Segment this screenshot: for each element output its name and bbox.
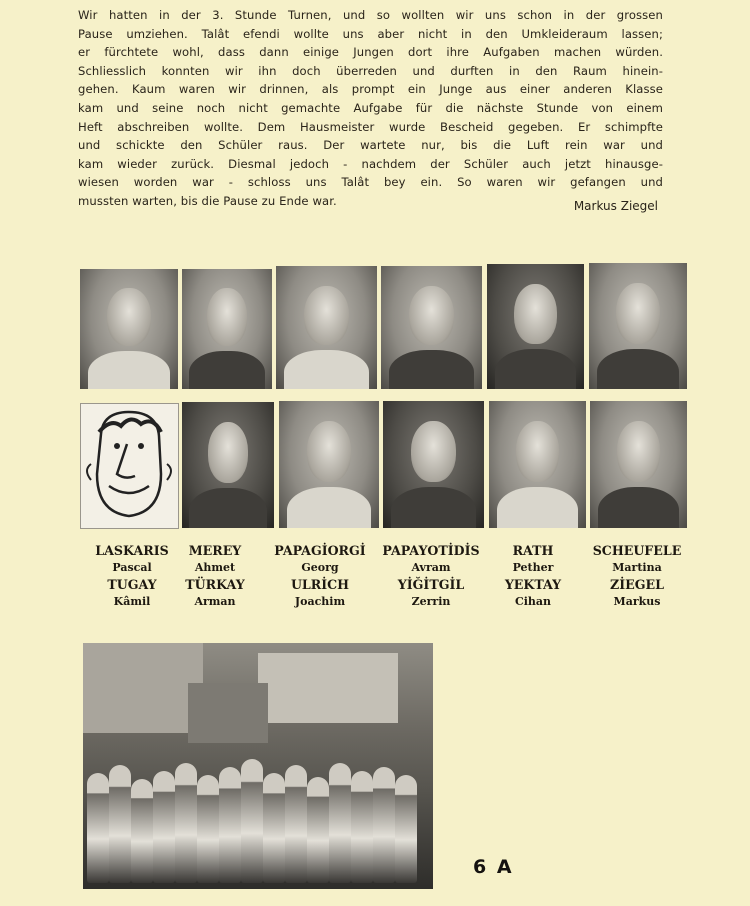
given-name: Arman	[194, 595, 236, 608]
story-line: mussten warten, bis die Pause zu Ende war.	[78, 193, 337, 208]
given-name: Markus	[613, 595, 661, 608]
given-name: Pether	[512, 561, 554, 574]
name-column	[376, 542, 486, 610]
surname: SCHEUFELE	[592, 543, 682, 558]
portrait-photo	[182, 402, 274, 528]
portrait-photo	[276, 266, 377, 389]
story-line: gehen. Kaum waren wir drinnen, als prompt ein Junge aus einer anderen Klasse	[78, 82, 663, 97]
surname: PAPAGİORGİ	[274, 543, 366, 558]
surname: RATH	[512, 543, 554, 558]
name-column	[265, 542, 375, 610]
story-line: kam und seine noch nicht gemachte Aufgabe für die nächste Stunde von einem	[78, 100, 663, 115]
portrait-photo	[487, 264, 584, 389]
given-name: Pascal	[112, 561, 152, 574]
surname: MEREY	[188, 543, 242, 558]
portrait-photo	[489, 401, 586, 528]
given-name: Martina	[612, 561, 662, 574]
story-line: Heft abschreiben wollte. Dem Hausmeister wurde Bescheid gegeben. Er schimpfte	[78, 119, 663, 134]
given-name: Ahmet	[194, 561, 236, 574]
class-group-photo	[83, 643, 433, 889]
surname: TÜRKAY	[185, 577, 245, 592]
story-line: wiesen worden war - schloss uns Talât bey ein. So waren wir gefangen und	[78, 175, 663, 190]
given-name: Zerrin	[411, 595, 451, 608]
surname: LASKARIS	[95, 543, 169, 558]
surname: YEKTAY	[504, 577, 562, 592]
portrait-photo	[590, 401, 687, 528]
cartoon-portrait	[80, 403, 179, 529]
given-name: Kâmil	[113, 595, 151, 608]
portrait-photo	[383, 401, 484, 528]
story-line: und schickte den Schüler raus. Der wartete nur, bis die Luft rein war und	[78, 138, 663, 153]
surname: YİĞİTGİL	[397, 577, 465, 592]
story-text	[78, 6, 663, 211]
story-line: er fürchtete wohl, dass dann einige Jungen dort ihre Aufgaben machen würden.	[78, 45, 663, 60]
name-column	[582, 542, 692, 610]
portrait-photo	[80, 269, 178, 389]
student-names	[80, 542, 692, 612]
portrait-photo	[589, 263, 687, 389]
given-name: Georg	[301, 561, 339, 574]
portrait-photo	[381, 266, 482, 389]
given-name: Avram	[411, 561, 451, 574]
portrait-photo	[279, 401, 379, 528]
story-line: Schliesslich konnten wir ihn doch überreden und durften in den Raum hinein-	[78, 63, 663, 78]
given-name: Cihan	[514, 595, 552, 608]
portrait-photo	[182, 269, 272, 389]
surname: TUGAY	[107, 577, 157, 592]
story-line: kam wieder zurück. Diesmal jedoch - nachdem der Schüler auch jetzt hinausge-	[78, 156, 663, 171]
name-column	[160, 542, 270, 610]
name-column	[478, 542, 588, 610]
surname: PAPAYOTİDİS	[382, 543, 480, 558]
story-author: Markus Ziegel	[573, 199, 658, 213]
story-line: Wir hatten in der 3. Stunde Turnen, und so wollten wir uns schon in der grossen	[78, 8, 663, 22]
class-label: 6 A	[473, 856, 514, 878]
caricature-face-icon	[81, 404, 178, 528]
story-line: Pause umziehen. Talât efendi wollte uns aber nicht in den Umkleideraum lassen;	[78, 26, 663, 41]
surname: ZİEGEL	[610, 577, 664, 592]
surname: ULRİCH	[290, 577, 350, 592]
given-name: Joachim	[294, 595, 346, 608]
